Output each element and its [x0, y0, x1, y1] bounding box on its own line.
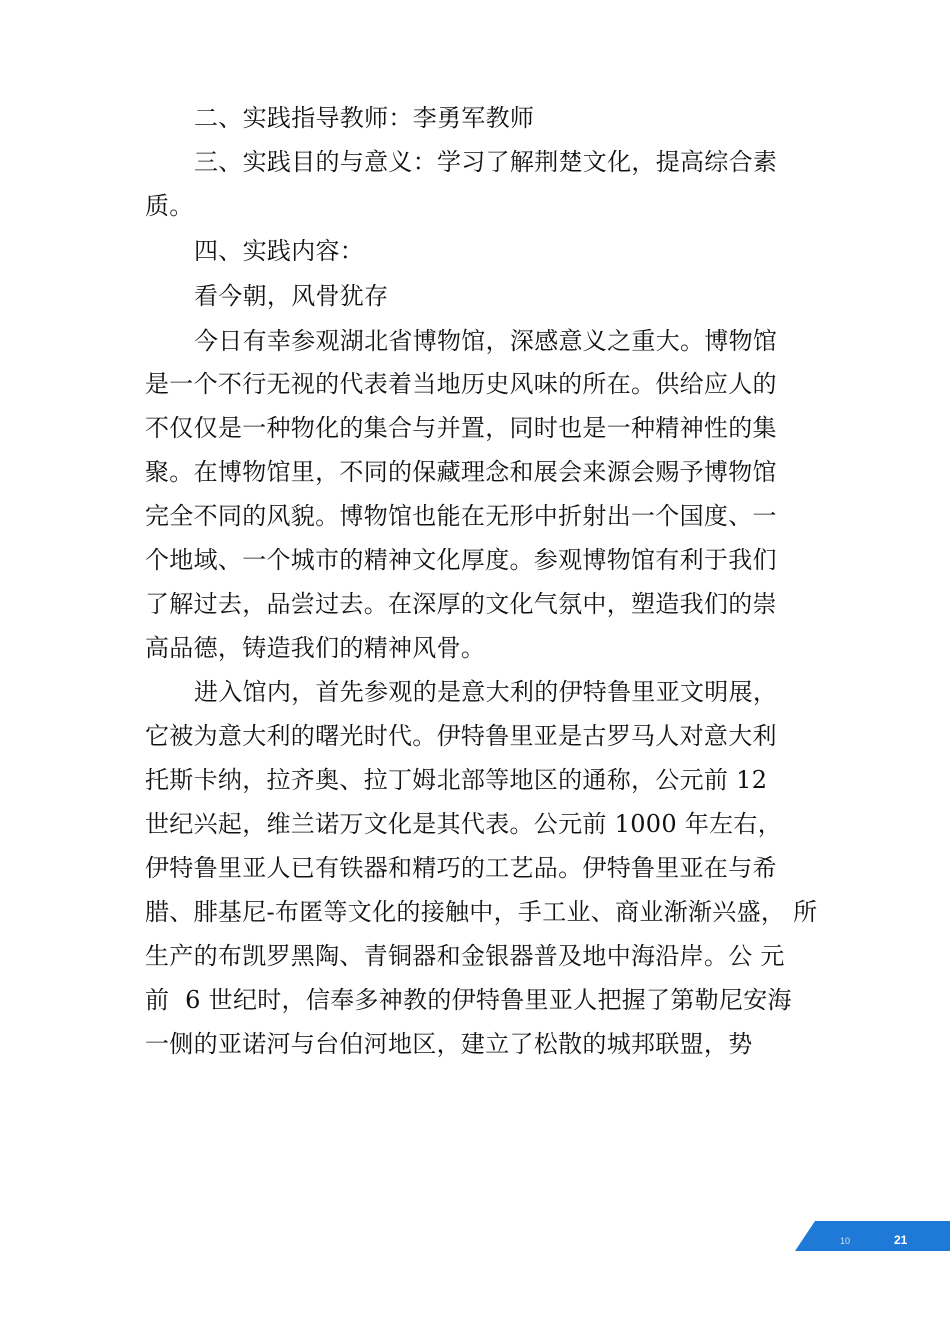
text-line: 高品德，铸造我们的精神风骨。 [145, 634, 486, 662]
text-line: 今日有幸参观湖北省博物馆，深感意义之重大。博物馆 [194, 327, 778, 355]
text-line-instructor: 二、实践指导教师：李勇军教师 [194, 104, 535, 132]
text-line: 了解过去，品尝过去。在深厚的文化气氛中，塑造我们的崇 [145, 590, 777, 618]
page-number: 21 [894, 1233, 908, 1247]
text-line-content-heading: 四、实践内容： [194, 237, 365, 265]
text-line: 个地域、一个城市的精神文化厚度。参观博物馆有利于我们 [145, 546, 777, 574]
footer-small-number: 10 [840, 1236, 851, 1246]
text-line: 腊、腓基尼-布匿等文化的接触中，手工业、商业渐渐兴盛， 所 [145, 898, 818, 926]
text-line: 一侧的亚诺河与台伯河地区，建立了松散的城邦联盟，势 [145, 1030, 753, 1058]
text-line: 伊特鲁里亚人已有铁器和精巧的工艺品。伊特鲁里亚在与希 [145, 854, 777, 882]
footer-page-tab [795, 1221, 950, 1251]
text-line: 前 6 世纪时，信奉多神教的伊特鲁里亚人把握了第勒尼安海 [145, 986, 792, 1014]
section-title: 看今朝，风骨犹存 [194, 282, 389, 310]
text-line: 世纪兴起，维兰诺万文化是其代表。公元前 1000 年左右， [145, 810, 783, 838]
text-line: 质。 [145, 192, 194, 220]
text-line: 它被为意大利的曙光时代。伊特鲁里亚是古罗马人对意大利 [145, 722, 777, 750]
text-line: 生产的布凯罗黑陶、青铜器和金银器普及地中海沿岸。公 元 [145, 942, 785, 970]
text-line: 进入馆内，首先参观的是意大利的伊特鲁里亚文明展， [194, 678, 778, 706]
text-line: 是一个不行无视的代表着当地历史风味的所在。供给应人的 [145, 370, 777, 398]
text-line: 聚。在博物馆里，不同的保藏理念和展会来源会赐予博物馆 [145, 458, 777, 486]
text-line: 不仅仅是一种物化的集合与并置，同时也是一种精神性的集 [145, 414, 777, 442]
text-line-purpose: 三、实践目的与意义：学习了解荆楚文化，提高综合素 [194, 148, 778, 176]
text-line: 完全不同的风貌。博物馆也能在无形中折射出一个国度、一 [145, 502, 777, 530]
text-line: 托斯卡纳，拉齐奥、拉丁姆北部等地区的通称，公元前 12 [145, 766, 768, 794]
